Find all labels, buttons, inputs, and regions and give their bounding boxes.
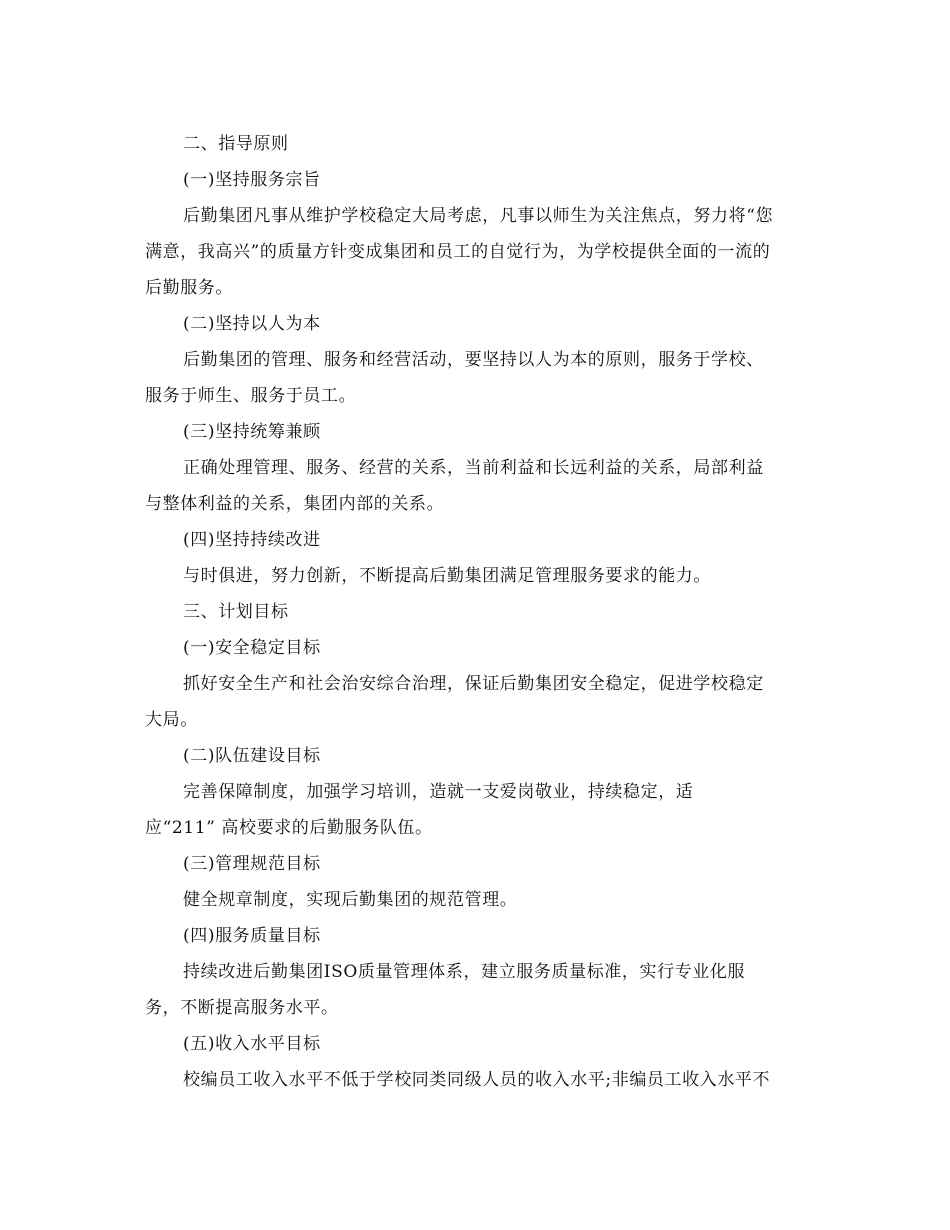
subheading-people-oriented: (二)坚持以人为本 bbox=[183, 314, 321, 334]
paragraph-line: 满意，我高兴”的质量方针变成集团和员工的自觉行为，为学校提供全面的一流的 bbox=[145, 242, 771, 262]
paragraph-line: 与时俱进，努力创新，不断提高后勤集团满足管理服务要求的能力。 bbox=[183, 566, 711, 586]
paragraph-line: 务，不断提高服务水平。 bbox=[145, 998, 339, 1018]
subheading-income-goal: (五)收入水平目标 bbox=[183, 1034, 321, 1054]
paragraph-line: 大局。 bbox=[145, 710, 198, 730]
subheading-safety-goal: (一)安全稳定目标 bbox=[183, 638, 321, 658]
paragraph-line: 抓好安全生产和社会治安综合治理，保证后勤集团安全稳定，促进学校稳定 bbox=[183, 674, 764, 694]
section-heading-plan-goals: 三、计划目标 bbox=[183, 602, 289, 622]
paragraph-line: 后勤集团凡事从维护学校稳定大局考虑，凡事以师生为关注焦点，努力将“您 bbox=[183, 206, 774, 226]
paragraph-line: 持续改进后勤集团ISO质量管理体系，建立服务质量标准，实行专业化服 bbox=[183, 962, 746, 982]
paragraph-line: 正确处理管理、服务、经营的关系，当前利益和长远利益的关系，局部利益 bbox=[183, 458, 764, 478]
section-heading-guiding-principles: 二、指导原则 bbox=[183, 134, 289, 154]
subheading-continuous-improvement: (四)坚持持续改进 bbox=[183, 530, 321, 550]
paragraph-line: 校编员工收入水平不低于学校同类同级人员的收入水平;非编员工收入水平不 bbox=[183, 1070, 771, 1090]
subheading-management-goal: (三)管理规范目标 bbox=[183, 854, 321, 874]
subheading-service-purpose: (一)坚持服务宗旨 bbox=[183, 170, 321, 190]
subheading-service-quality-goal: (四)服务质量目标 bbox=[183, 926, 321, 946]
subheading-overall-planning: (三)坚持统筹兼顾 bbox=[183, 422, 321, 442]
document-body bbox=[145, 126, 813, 1098]
paragraph-line: 后勤集团的管理、服务和经营活动，要坚持以人为本的原则，服务于学校、 bbox=[183, 350, 764, 370]
paragraph-line: 服务于师生、服务于员工。 bbox=[145, 386, 357, 406]
paragraph-line: 与整体利益的关系，集团内部的关系。 bbox=[145, 494, 445, 514]
paragraph-line: 完善保障制度，加强学习培训，造就一支爱岗敬业，持续稳定，适 bbox=[183, 782, 694, 802]
paragraph-line: 健全规章制度，实现后勤集团的规范管理。 bbox=[183, 890, 518, 910]
subheading-team-building-goal: (二)队伍建设目标 bbox=[183, 746, 321, 766]
paragraph-line: 后勤服务。 bbox=[145, 278, 233, 298]
paragraph-line: 应“211” 高校要求的后勤服务队伍。 bbox=[145, 818, 433, 838]
